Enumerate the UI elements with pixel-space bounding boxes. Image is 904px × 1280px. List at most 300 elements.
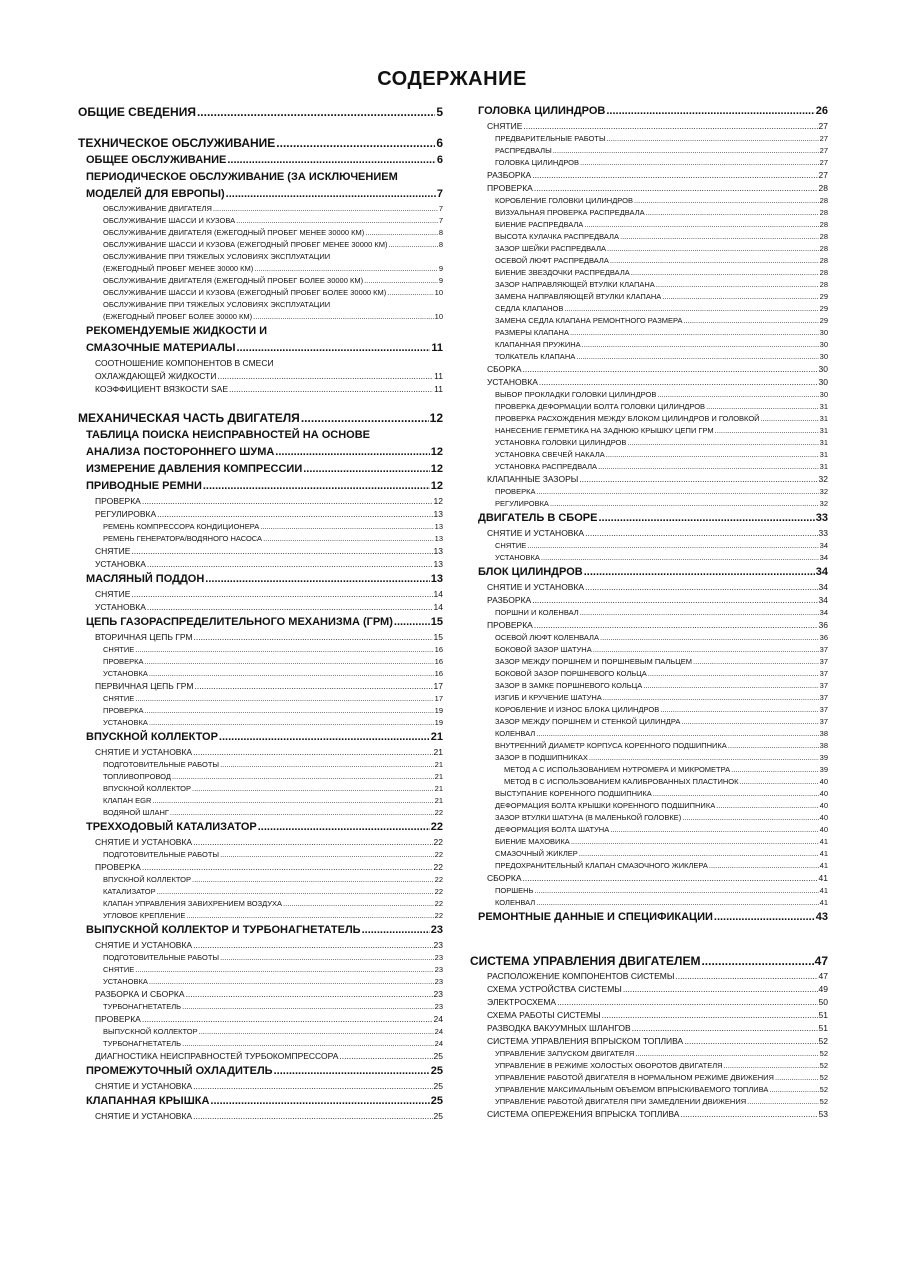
- toc-entry-title: КАТАЛИЗАТОР: [103, 887, 156, 896]
- toc-entry-title: ПРОВЕРКА: [487, 183, 533, 193]
- toc-entry[interactable]: [470, 776, 828, 788]
- toc-entry[interactable]: [470, 594, 828, 607]
- dot-leader: [635, 1048, 818, 1060]
- toc-entry-page: 39: [819, 753, 828, 762]
- toc-entry-page: 31: [819, 414, 828, 423]
- toc-entry-page: 19: [434, 718, 443, 727]
- toc-entry-page: 13: [433, 559, 443, 569]
- toc-entry[interactable]: [470, 219, 828, 231]
- toc-entry[interactable]: [78, 227, 443, 239]
- toc-entry[interactable]: [78, 680, 443, 693]
- toc-entry-title: ЗАМЕНА СЕДЛА КЛАПАНА РЕМОНТНОГО РАЗМЕРА: [495, 316, 683, 325]
- toc-entry-page: 33: [818, 528, 828, 538]
- dot-leader: [149, 976, 434, 988]
- toc-entry[interactable]: [78, 1063, 443, 1080]
- toc-entry[interactable]: [78, 287, 443, 299]
- toc-entry[interactable]: [78, 614, 443, 631]
- toc-entry[interactable]: [470, 564, 828, 581]
- toc-entry[interactable]: [78, 729, 443, 746]
- toc-entry[interactable]: [78, 693, 443, 705]
- toc-entry-title: БИЕНИЕ ЗВЕЗДОЧКИ РАСПРЕДВАЛА: [495, 268, 630, 277]
- toc-entry[interactable]: [470, 527, 828, 540]
- toc-entry-page: 10: [434, 312, 443, 321]
- toc-entry[interactable]: [78, 478, 443, 495]
- toc-entry[interactable]: [78, 299, 443, 311]
- dot-leader: [656, 279, 819, 291]
- toc-entry[interactable]: [470, 195, 828, 207]
- toc-entry-page: 27: [819, 134, 828, 143]
- dot-leader: [584, 564, 815, 581]
- toc-entry-page: 17: [433, 681, 443, 691]
- toc-entry-title: СИСТЕМА УПРАВЛЕНИЯ ВПРЫСКОМ ТОПЛИВА: [487, 1036, 684, 1046]
- toc-entry[interactable]: [470, 704, 828, 716]
- toc-entry-page: 38: [819, 729, 828, 738]
- toc-entry[interactable]: [470, 764, 828, 776]
- toc-entry-title: ЗАЗОР МЕЖДУ ПОРШНЕМ И СТЕНКОЙ ЦИЛИНДРА: [495, 717, 681, 726]
- dot-leader: [182, 1038, 434, 1050]
- toc-entry-page: 12: [433, 496, 443, 506]
- toc-entry[interactable]: [470, 339, 828, 351]
- toc-entry[interactable]: [78, 668, 443, 680]
- toc-entry[interactable]: [470, 243, 828, 255]
- toc-entry[interactable]: [78, 521, 443, 533]
- toc-entry-page: 23: [434, 977, 443, 986]
- toc-entry-title: СБОРКА: [487, 364, 522, 374]
- toc-entry-page: 31: [819, 450, 828, 459]
- toc-entry[interactable]: [470, 800, 828, 812]
- dot-leader: [775, 1072, 819, 1084]
- toc-entry[interactable]: [78, 922, 443, 939]
- toc-entry[interactable]: [470, 267, 828, 279]
- toc-entry-title: ЭЛЕКТРОСХЕМА: [487, 997, 557, 1007]
- toc-entry[interactable]: [78, 1093, 443, 1110]
- toc-entry[interactable]: [78, 558, 443, 571]
- toc-entry-page: 13: [433, 509, 443, 519]
- toc-entry[interactable]: [470, 437, 828, 449]
- dot-leader: [301, 409, 429, 427]
- dot-leader: [761, 413, 819, 425]
- toc-entry-page: 15: [430, 616, 443, 628]
- toc-entry[interactable]: [470, 473, 828, 486]
- toc-entry[interactable]: [470, 632, 828, 644]
- dot-leader: [706, 401, 819, 413]
- toc-entry[interactable]: [470, 279, 828, 291]
- toc-entry[interactable]: [78, 746, 443, 759]
- dot-leader: [527, 540, 818, 552]
- dot-leader: [236, 215, 438, 227]
- toc-entry[interactable]: [78, 910, 443, 922]
- toc-entry-page: 52: [819, 1097, 828, 1106]
- toc-entry[interactable]: [470, 401, 828, 413]
- toc-entry[interactable]: [470, 486, 828, 498]
- toc-entry[interactable]: [78, 705, 443, 717]
- toc-entry-page: 22: [433, 862, 443, 872]
- toc-entry-title: ВЫПУСКНОЙ КОЛЛЕКТОР И ТУРБОНАГНЕТАТЕЛЬ: [86, 924, 361, 936]
- toc-entry-title: ТРЕХХОДОВЫЙ КАТАЛИЗАТОР: [86, 821, 257, 833]
- toc-entry-title: ОСЕВОЙ ЛЮФТ РАСПРЕДВАЛА: [495, 256, 609, 265]
- toc-entry[interactable]: [78, 495, 443, 508]
- dot-leader: [193, 836, 432, 849]
- toc-entry[interactable]: [470, 231, 828, 243]
- toc-entry[interactable]: [78, 1080, 443, 1093]
- toc-entry[interactable]: [78, 836, 443, 849]
- dot-leader: [523, 363, 818, 376]
- dot-leader: [589, 752, 819, 764]
- dot-leader: [557, 996, 817, 1009]
- toc-entry-page: 34: [819, 608, 828, 617]
- toc-entry-page: 25: [430, 1095, 443, 1107]
- toc-entry[interactable]: [78, 952, 443, 964]
- toc-entry[interactable]: [470, 970, 828, 983]
- toc-entry[interactable]: [78, 717, 443, 729]
- toc-entry[interactable]: [470, 1022, 828, 1035]
- toc-entry[interactable]: [78, 939, 443, 952]
- toc-entry[interactable]: [470, 540, 828, 552]
- toc-entry[interactable]: [470, 788, 828, 800]
- toc-entry-title: МЕТОД B С ИСПОЛЬЗОВАНИЕМ КАЛИБРОВАННЫХ ПЛАСТИНОК: [504, 777, 739, 786]
- toc-entry[interactable]: [470, 1084, 828, 1096]
- toc-entry[interactable]: [78, 311, 443, 323]
- toc-entry[interactable]: [470, 607, 828, 619]
- toc-entry[interactable]: [470, 668, 828, 680]
- toc-entry[interactable]: [78, 203, 443, 215]
- toc-entry[interactable]: [470, 255, 828, 267]
- toc-entry[interactable]: [78, 656, 443, 668]
- toc-entry[interactable]: [470, 351, 828, 363]
- toc-entry-page: 41: [819, 898, 828, 907]
- dot-leader: [646, 207, 819, 219]
- toc-entry[interactable]: [78, 1038, 443, 1050]
- toc-entry-page: 28: [819, 268, 828, 277]
- toc-entry[interactable]: [470, 680, 828, 692]
- toc-entry-page: 22: [434, 850, 443, 859]
- toc-entry[interactable]: [470, 872, 828, 885]
- dot-leader: [580, 157, 819, 169]
- toc-entry[interactable]: [78, 134, 443, 152]
- toc-entry-page: 7: [438, 204, 443, 213]
- toc-entry-page: 13: [430, 573, 443, 585]
- toc-entry[interactable]: [78, 357, 443, 370]
- toc-entry-title: СНЯТИЕ: [95, 546, 131, 556]
- toc-entry-title: (ЕЖЕГОДНЫЙ ПРОБЕГ МЕНЕЕ 30000 КМ): [103, 264, 254, 273]
- toc-entry[interactable]: [78, 427, 443, 444]
- dot-leader: [339, 1050, 432, 1063]
- toc-entry[interactable]: [78, 1110, 443, 1123]
- dot-leader: [606, 449, 819, 461]
- toc-entry[interactable]: [78, 275, 443, 287]
- toc-entry-page: 49: [818, 984, 828, 994]
- toc-entry-title: СНЯТИЕ: [495, 541, 527, 550]
- toc-entry[interactable]: [78, 849, 443, 861]
- toc-entry[interactable]: [470, 716, 828, 728]
- toc-entry-page: 27: [818, 121, 828, 131]
- toc-entry-page: 28: [819, 208, 828, 217]
- toc-entry[interactable]: [470, 291, 828, 303]
- toc-entry[interactable]: [470, 619, 828, 632]
- toc-entry-page: 31: [819, 402, 828, 411]
- toc-entry[interactable]: [78, 1001, 443, 1013]
- toc-entry[interactable]: [470, 740, 828, 752]
- toc-entry[interactable]: [78, 409, 443, 427]
- toc-entry[interactable]: [470, 1060, 828, 1072]
- toc-entry[interactable]: [470, 461, 828, 473]
- toc-entry[interactable]: [470, 169, 828, 182]
- toc-entry[interactable]: [78, 152, 443, 169]
- dot-leader: [739, 776, 818, 788]
- toc-entry[interactable]: [470, 413, 828, 425]
- dot-leader: [585, 581, 817, 594]
- toc-entry-page: 16: [434, 645, 443, 654]
- toc-entry[interactable]: [470, 848, 828, 860]
- toc-entry[interactable]: [470, 103, 828, 120]
- toc-entry-title: ОБСЛУЖИВАНИЕ ШАССИ И КУЗОВА (ЕЖЕГОДНЫЙ ПРОБЕГ БОЛЕЕ 30000 КМ): [103, 288, 387, 297]
- toc-entry-page: 16: [434, 657, 443, 666]
- toc-entry-page: 38: [819, 741, 828, 750]
- dot-leader: [193, 746, 432, 759]
- dot-leader: [593, 644, 819, 656]
- toc-entry[interactable]: [78, 1050, 443, 1063]
- toc-entry[interactable]: [78, 571, 443, 588]
- toc-entry-page: 39: [819, 765, 828, 774]
- dot-leader: [632, 1022, 818, 1035]
- toc-entry-page: 32: [819, 499, 828, 508]
- toc-entry-title: БОКОВОЙ ЗАЗОР ШАТУНА: [495, 645, 592, 654]
- toc-entry-title: РАСПРЕДВАЛЫ: [495, 146, 552, 155]
- toc-entry[interactable]: [470, 1072, 828, 1084]
- toc-entry[interactable]: [78, 370, 443, 383]
- toc-entry-page: 34: [819, 553, 828, 562]
- toc-entry[interactable]: [78, 215, 443, 227]
- toc-entry-title: БИЕНИЕ МАХОВИКА: [495, 837, 570, 846]
- toc-entry[interactable]: [470, 1035, 828, 1048]
- dot-leader: [194, 680, 432, 693]
- toc-entry-page: 27: [818, 170, 828, 180]
- dot-leader: [600, 632, 819, 644]
- toc-entry-title: ОБСЛУЖИВАНИЕ ПРИ ТЯЖЕЛЫХ УСЛОВИЯХ ЭКСПЛУАТАЦИИ: [103, 252, 331, 261]
- toc-entry[interactable]: [78, 545, 443, 558]
- toc-entry[interactable]: [78, 169, 443, 186]
- toc-entry[interactable]: [78, 783, 443, 795]
- toc-entry[interactable]: [470, 315, 828, 327]
- toc-entry-title: ПОДГОТОВИТЕЛЬНЫЕ РАБОТЫ: [103, 850, 220, 859]
- toc-entry[interactable]: [78, 323, 443, 340]
- dot-leader: [584, 219, 818, 231]
- toc-entry[interactable]: [470, 498, 828, 510]
- toc-entry-page: 37: [819, 681, 828, 690]
- dot-leader: [747, 1096, 819, 1108]
- toc-entry[interactable]: [78, 631, 443, 644]
- toc-entry[interactable]: [470, 327, 828, 339]
- toc-entry-page: 41: [819, 837, 828, 846]
- toc-entry-title: ОБСЛУЖИВАНИЕ ДВИГАТЕЛЯ (ЕЖЕГОДНЫЙ ПРОБЕГ МЕНЕЕ 30000 КМ): [103, 228, 365, 237]
- toc-entry-title: УСТАНОВКА: [95, 602, 146, 612]
- toc-entry-page: 37: [819, 645, 828, 654]
- toc-entry-page: 37: [819, 717, 828, 726]
- dot-leader: [220, 952, 434, 964]
- toc-entry-title: УСТАНОВКА: [103, 977, 148, 986]
- toc-entry[interactable]: [78, 461, 443, 478]
- toc-entry-title: СООТНОШЕНИЕ КОМПОНЕНТОВ В СМЕСИ: [95, 358, 274, 368]
- toc-entry[interactable]: [470, 885, 828, 897]
- toc-entry-title: УГЛОВОЕ КРЕПЛЕНИЕ: [103, 911, 186, 920]
- dot-leader: [227, 152, 436, 169]
- toc-entry-page: 28: [819, 256, 828, 265]
- dot-leader: [147, 558, 433, 571]
- dot-leader: [283, 898, 434, 910]
- toc-entry-page: 23: [434, 1002, 443, 1011]
- toc-entry[interactable]: [78, 239, 443, 251]
- toc-entry[interactable]: [470, 752, 828, 764]
- toc-entry[interactable]: [78, 886, 443, 898]
- dot-leader: [606, 103, 814, 120]
- toc-entry[interactable]: [470, 996, 828, 1009]
- toc-entry[interactable]: [470, 120, 828, 133]
- toc-entry-page: 21: [434, 796, 443, 805]
- dot-leader: [142, 1013, 433, 1026]
- toc-entry[interactable]: [470, 510, 828, 527]
- toc-entry[interactable]: [470, 303, 828, 315]
- dot-leader: [701, 952, 813, 970]
- toc-entry-page: 52: [819, 1073, 828, 1082]
- toc-entry-page: 47: [814, 954, 828, 968]
- dot-leader: [193, 939, 432, 952]
- toc-entry[interactable]: [470, 983, 828, 996]
- toc-entry-page: 13: [433, 546, 443, 556]
- toc-entry-page: 40: [819, 777, 828, 786]
- dot-leader: [571, 836, 819, 848]
- toc-entry[interactable]: [78, 988, 443, 1001]
- toc-entry[interactable]: [470, 1048, 828, 1060]
- toc-entry[interactable]: [470, 363, 828, 376]
- toc-entry-title: ВПУСКНОЙ КОЛЛЕКТОР: [103, 784, 191, 793]
- toc-entry-page: 24: [433, 1014, 443, 1024]
- dot-leader: [631, 267, 819, 279]
- toc-entry-title: ПОРШНИ И КОЛЕНВАЛ: [495, 608, 579, 617]
- toc-entry[interactable]: [470, 145, 828, 157]
- toc-entry-title: СНЯТИЕ И УСТАНОВКА: [487, 582, 585, 592]
- dot-leader: [682, 812, 818, 824]
- toc-entry[interactable]: [470, 1108, 828, 1121]
- toc-entry[interactable]: [470, 133, 828, 145]
- toc-entry[interactable]: [470, 644, 828, 656]
- toc-entry[interactable]: [78, 861, 443, 874]
- toc-entry[interactable]: [78, 601, 443, 614]
- dot-leader: [144, 705, 433, 717]
- toc-entry[interactable]: [78, 874, 443, 886]
- toc-entry[interactable]: [470, 728, 828, 740]
- toc-left-column: [78, 103, 443, 1123]
- toc-entry[interactable]: [470, 836, 828, 848]
- toc-entry[interactable]: [78, 1013, 443, 1026]
- toc-entry-title: УСТАНОВКА ГОЛОВКИ ЦИЛИНДРОВ: [495, 438, 627, 447]
- toc-entry-page: 37: [819, 669, 828, 678]
- dot-leader: [603, 692, 819, 704]
- toc-entry-title: РЕГУЛИРОВКА: [495, 499, 549, 508]
- toc-entry[interactable]: [470, 692, 828, 704]
- toc-entry[interactable]: [470, 952, 828, 970]
- dot-leader: [684, 1035, 817, 1048]
- toc-entry[interactable]: [78, 898, 443, 910]
- toc-entry-page: 9: [438, 276, 443, 285]
- toc-entry[interactable]: [470, 656, 828, 668]
- toc-entry[interactable]: [470, 897, 828, 909]
- toc-entry[interactable]: [78, 588, 443, 601]
- toc-entry-title: ПРОВЕРКА ДЕФОРМАЦИИ БОЛТА ГОЛОВКИ ЦИЛИНДРОВ: [495, 402, 706, 411]
- toc-entry-page: 23: [433, 989, 443, 999]
- toc-entry[interactable]: [470, 449, 828, 461]
- toc-entry[interactable]: [470, 207, 828, 219]
- toc-entry[interactable]: [470, 157, 828, 169]
- toc-entry[interactable]: [78, 340, 443, 357]
- section-spacer: [470, 939, 828, 952]
- toc-entry-title: СНЯТИЕ: [103, 965, 135, 974]
- dot-leader: [236, 340, 430, 357]
- dot-leader: [553, 145, 819, 157]
- toc-entry[interactable]: [470, 812, 828, 824]
- dot-leader: [534, 182, 818, 195]
- toc-entry[interactable]: [78, 819, 443, 836]
- toc-entry[interactable]: [78, 964, 443, 976]
- toc-entry[interactable]: [78, 976, 443, 988]
- toc-entry[interactable]: [470, 1096, 828, 1108]
- toc-entry[interactable]: [470, 909, 828, 926]
- toc-entry-title: СНЯТИЕ: [487, 121, 523, 131]
- toc-entry[interactable]: [470, 182, 828, 195]
- toc-entry[interactable]: [78, 103, 443, 121]
- toc-entry[interactable]: [78, 383, 443, 396]
- toc-entry-title: КЛАПАННАЯ КРЫШКА: [86, 1095, 210, 1107]
- toc-entry[interactable]: [78, 1026, 443, 1038]
- dot-leader: [194, 631, 433, 644]
- toc-entry-title: УСТАНОВКА РАСПРЕДВАЛА: [495, 462, 598, 471]
- toc-entry-title: ВТОРИЧНАЯ ЦЕПЬ ГРМ: [95, 632, 193, 642]
- dot-leader: [217, 370, 433, 383]
- toc-entry-page: 30: [818, 377, 828, 387]
- toc-entry[interactable]: [78, 444, 443, 461]
- section-spacer: [78, 121, 443, 134]
- toc-entry[interactable]: [78, 807, 443, 819]
- dot-leader: [303, 461, 430, 478]
- toc-entry[interactable]: [78, 759, 443, 771]
- toc-entry[interactable]: [78, 795, 443, 807]
- toc-entry[interactable]: [470, 1009, 828, 1022]
- toc-entry-title: СНЯТИЕ И УСТАНОВКА: [95, 1081, 193, 1091]
- toc-entry[interactable]: [470, 824, 828, 836]
- toc-entry[interactable]: [470, 389, 828, 401]
- toc-entry-title: КЛАПАН УПРАВЛЕНИЯ ЗАВИХРЕНИЕМ ВОЗДУХА: [103, 899, 283, 908]
- toc-entry-page: 23: [434, 965, 443, 974]
- dot-leader: [570, 327, 819, 339]
- dot-leader: [769, 1084, 818, 1096]
- toc-entry[interactable]: [78, 251, 443, 263]
- toc-entry[interactable]: [470, 860, 828, 872]
- toc-entry-page: 29: [819, 316, 828, 325]
- toc-entry[interactable]: [78, 263, 443, 275]
- toc-entry[interactable]: [78, 771, 443, 783]
- toc-entry[interactable]: [78, 186, 443, 203]
- toc-entry[interactable]: [470, 425, 828, 437]
- toc-entry[interactable]: [78, 644, 443, 656]
- toc-entry-page: 21: [433, 747, 443, 757]
- toc-entry[interactable]: [78, 533, 443, 545]
- toc-entry[interactable]: [78, 508, 443, 521]
- dot-leader: [627, 437, 818, 449]
- toc-entry[interactable]: [470, 552, 828, 564]
- toc-entry-title: ПЕРИОДИЧЕСКОЕ ОБСЛУЖИВАНИЕ (ЗА ИСКЛЮЧЕНИЕМ: [86, 171, 398, 183]
- toc-entry[interactable]: [470, 581, 828, 594]
- toc-entry[interactable]: [470, 376, 828, 389]
- dot-leader: [142, 495, 433, 508]
